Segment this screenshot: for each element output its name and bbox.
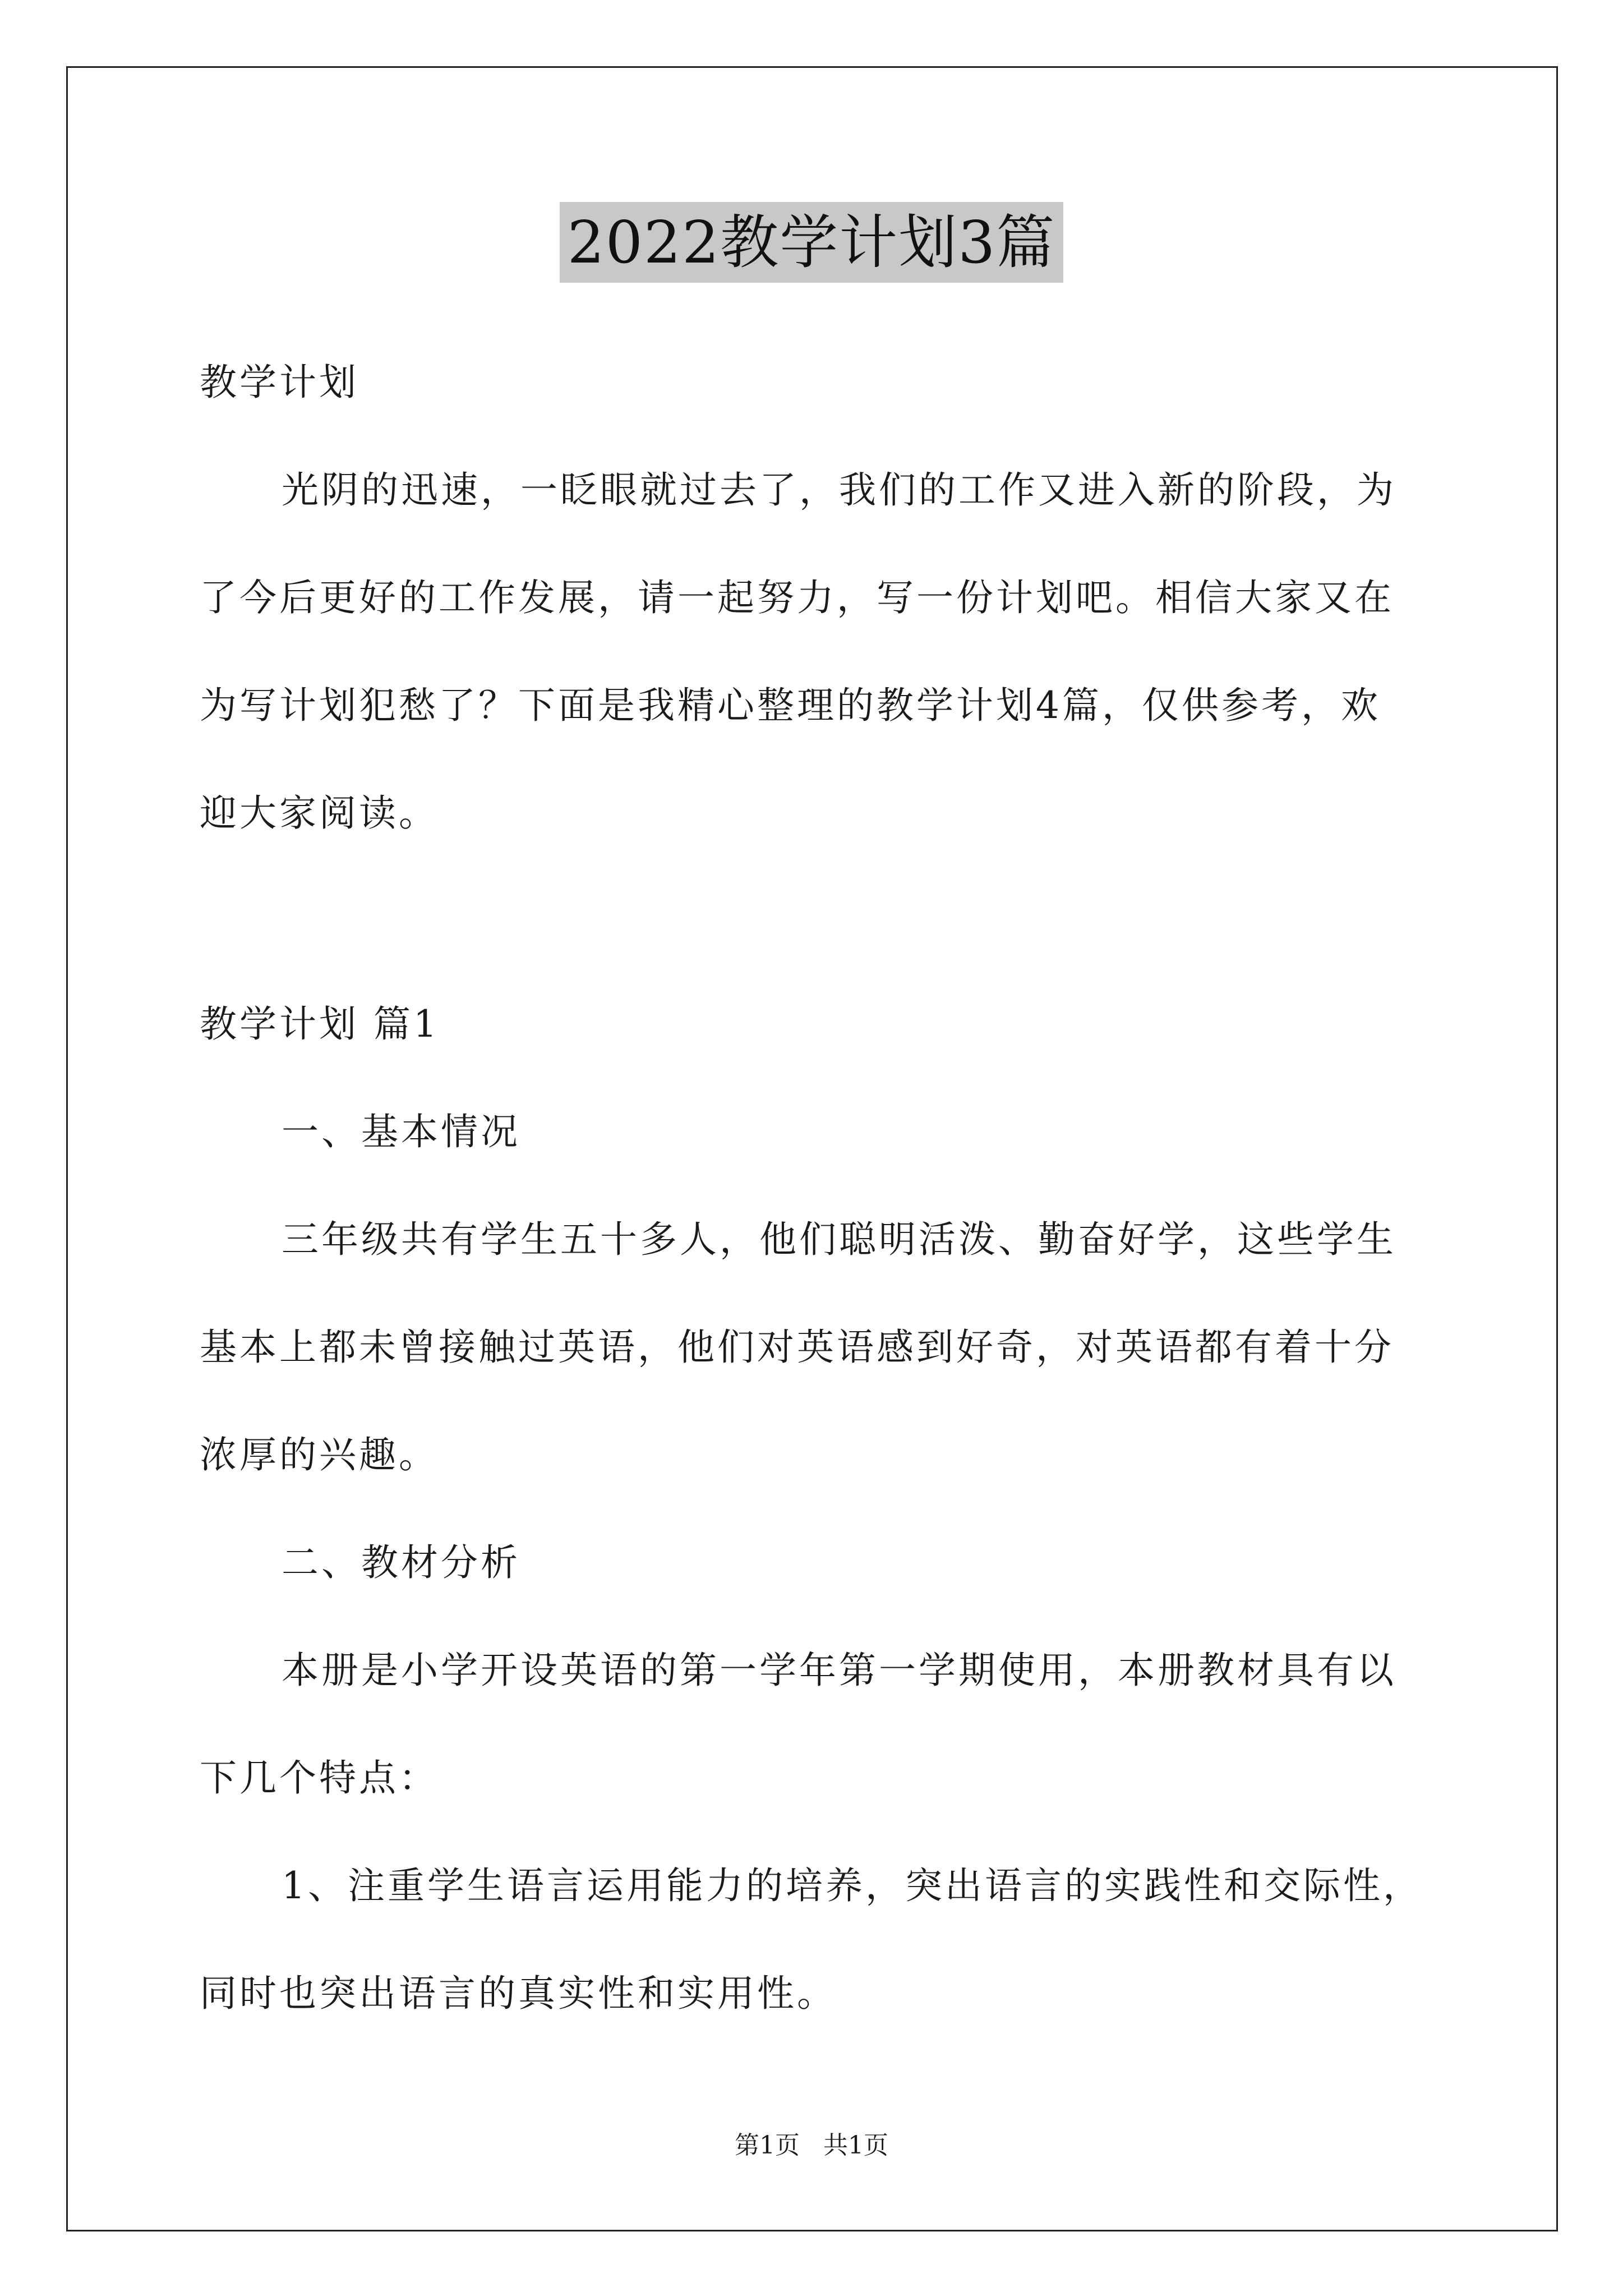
paragraph-line: 三年级共有学生五十多人，他们聪明活泼、勤奋好学，这些学生 xyxy=(282,1218,1396,1261)
title-container xyxy=(0,202,1623,283)
paragraph-line: 下几个特点： xyxy=(200,1756,439,1800)
paragraph-line: 迎大家阅读。 xyxy=(200,792,439,835)
subsection-heading: 二、教材分析 xyxy=(282,1541,520,1584)
paragraph-line: 光阴的迅速，一眨眼就过去了，我们的工作又进入新的阶段，为 xyxy=(282,468,1396,512)
subsection-heading: 一、基本情况 xyxy=(282,1110,520,1153)
paragraph-line: 为写计划犯愁了？下面是我精心整理的教学计划4篇，仅供参考，欢 xyxy=(200,684,1381,727)
paragraph-line: 本册是小学开设英语的第一学年第一学期使用，本册教材具有以 xyxy=(282,1649,1396,1692)
paragraph-line: 了今后更好的工作发展，请一起努力，写一份计划吧。相信大家又在 xyxy=(200,576,1394,619)
section-heading: 教学计划 篇1 xyxy=(200,1002,440,1046)
section-heading: 教学计划 xyxy=(200,361,359,404)
paragraph-line: 基本上都未曾接触过英语，他们对英语感到好奇，对英语都有着十分 xyxy=(200,1326,1394,1369)
page-footer: 第1页 共1页 xyxy=(735,2131,888,2160)
paragraph-line: 1、注重学生语言运用能力的培养，突出语言的实践性和交际性， xyxy=(282,1864,1423,1907)
paragraph-line: 浓厚的兴趣。 xyxy=(200,1433,439,1476)
paragraph-line: 同时也突出语言的真实性和实用性。 xyxy=(200,1972,837,2015)
document-title: 2022教学计划3篇 xyxy=(560,202,1064,283)
